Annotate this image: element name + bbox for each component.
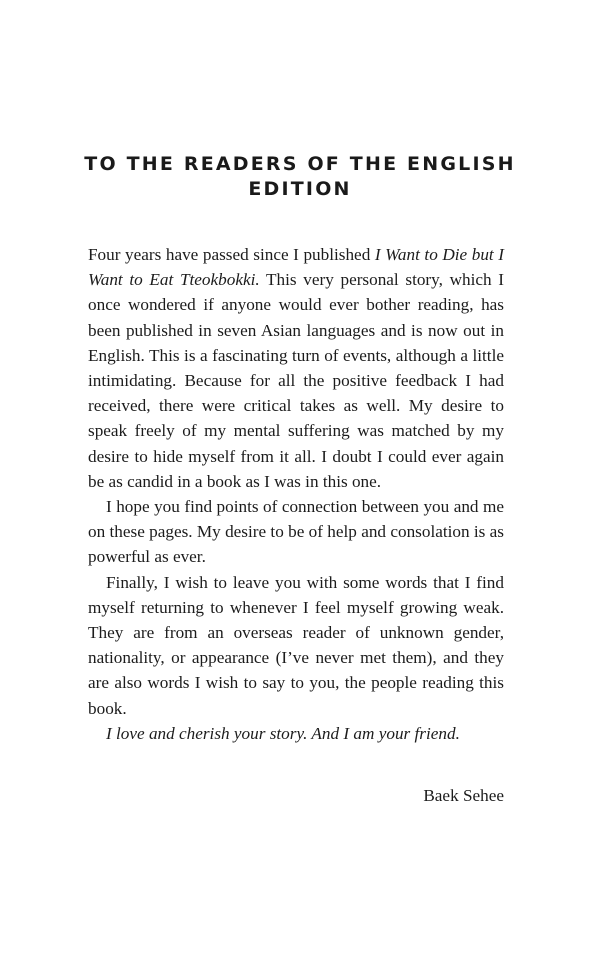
paragraph-1-text-after: This very personal story, which I once wondered if anyone would ever bother reading, has been published in seven Asian languages and is now out in English. This is a fascinating turn of events, although a little intimidating. Because for all the positive feedback I had received, there were critical takes as well. My desire to speak freely of my mental suffering was matched by my desire to hide myself from it all. I doubt I could ever again be as candid in a book as I was in this one. [88,270,505,491]
chapter-heading-line-1: TO THE READERS OF THE ENGLISH [84,153,516,175]
closing-quote-text: I love and cherish your story. And I am your friend. [106,723,460,743]
paragraph-1-text-before: Four years have passed since I published [88,245,375,264]
paragraph-2: I hope you find points of connection between you and me on these pages. My desire to be of help and consolation is as powerful as ever. [88,497,504,567]
author-signature: Baek Sehee [423,786,504,805]
book-title: I Want to Die but I Want to Eat Tteokbokki. [88,245,504,290]
paragraph-1 [88,242,504,494]
chapter-heading-line-2: EDITION [248,178,352,200]
closing-quote [88,721,504,746]
body-text [88,242,504,746]
paragraph-3: Finally, I wish to leave you with some words that I find myself returning to whenever I feel myself growing weak. They are from an overseas reader of unknown gender, nationality, or appearance (I’ve never met them), and they are also words I wish to say to you, the people reading this book. [88,572,504,718]
